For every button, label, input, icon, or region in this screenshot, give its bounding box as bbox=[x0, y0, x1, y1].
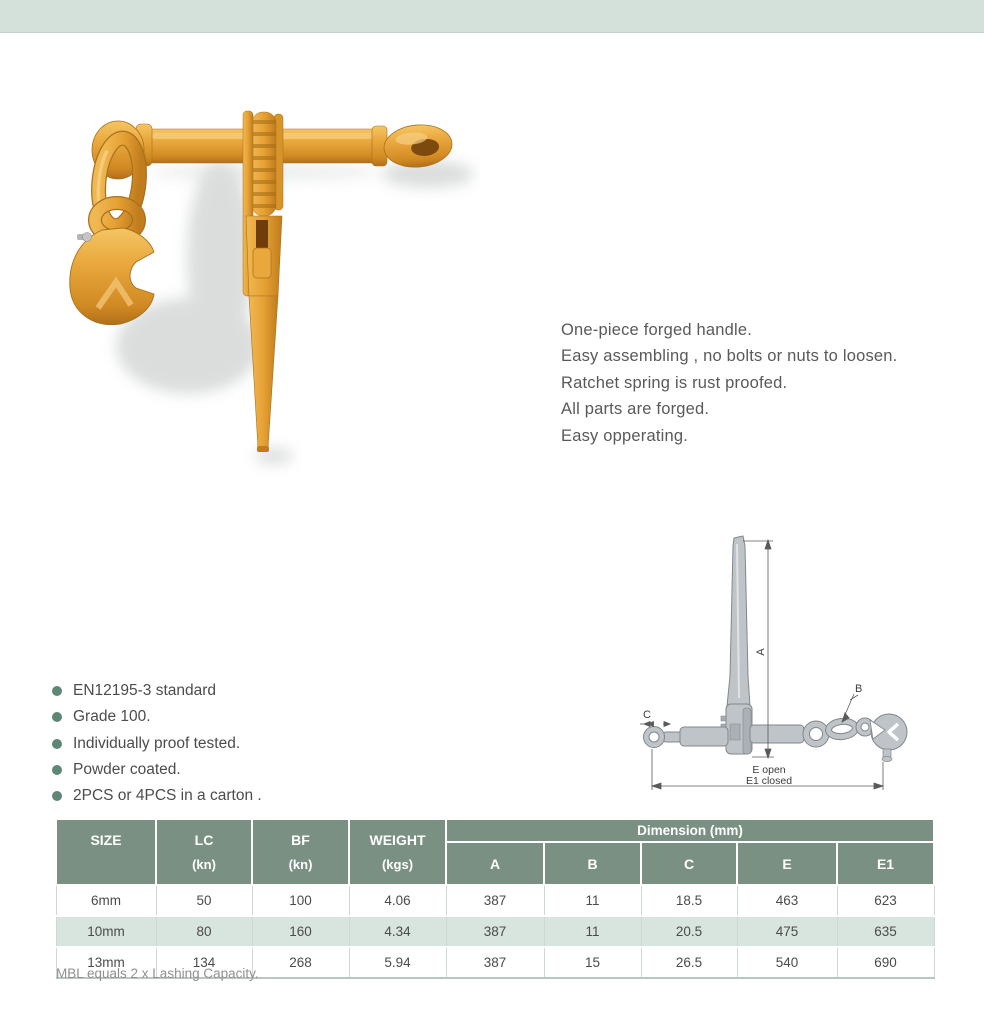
cell-a: 387 bbox=[446, 916, 544, 947]
col-header-bf bbox=[252, 819, 349, 885]
bullet-text: Grade 100. bbox=[73, 708, 151, 726]
dimension-diagram bbox=[640, 528, 940, 796]
cell-e1: 623 bbox=[837, 885, 934, 916]
cell-e1: 635 bbox=[837, 916, 934, 947]
dim-label-e1-closed: E1 closed bbox=[745, 775, 793, 787]
cell-e: 540 bbox=[737, 947, 837, 978]
cell-bf: 100 bbox=[252, 885, 349, 916]
feature-line: All parts are forged. bbox=[561, 400, 710, 419]
cell-e: 475 bbox=[737, 916, 837, 947]
cell-c: 20.5 bbox=[641, 916, 737, 947]
header-label: LC bbox=[194, 832, 214, 848]
feature-line: Ratchet spring is rust proofed. bbox=[561, 373, 788, 392]
dim-label-e-open: E open bbox=[752, 764, 786, 776]
bullet-text: 2PCS or 4PCS in a carton . bbox=[73, 787, 262, 805]
col-header-dim-e: E bbox=[737, 842, 837, 885]
cell-b: 11 bbox=[544, 885, 641, 916]
list-item bbox=[52, 704, 262, 730]
col-header-dim-c: C bbox=[641, 842, 737, 885]
cell-b: 15 bbox=[544, 947, 641, 978]
ratchet-mechanism bbox=[243, 111, 283, 296]
list-item bbox=[52, 757, 262, 783]
cell-weight: 5.94 bbox=[349, 947, 446, 978]
bullet-list bbox=[52, 678, 262, 809]
table-footnote: MBL equals 2 x Lashing Capacity. bbox=[56, 966, 259, 981]
cell-lc: 80 bbox=[156, 916, 252, 947]
cell-lc: 50 bbox=[156, 885, 252, 916]
cell-lc: 134 bbox=[156, 947, 252, 978]
feature-list bbox=[561, 317, 897, 449]
header-label: SIZE bbox=[90, 832, 122, 848]
cell-size: 13mm bbox=[56, 947, 156, 978]
header-unit: (kn) bbox=[288, 857, 313, 872]
col-header-lc bbox=[156, 819, 252, 885]
bullet-dot-icon bbox=[52, 712, 62, 722]
product-photo bbox=[60, 98, 480, 488]
cell-weight: 4.34 bbox=[349, 916, 446, 947]
header-unit: (kn) bbox=[192, 857, 216, 872]
photo-shadow bbox=[116, 160, 474, 464]
col-header-weight bbox=[349, 819, 446, 885]
cell-e1: 690 bbox=[837, 947, 934, 978]
col-header-dim-a: A bbox=[446, 842, 544, 885]
top-accent-bar bbox=[0, 0, 984, 33]
bullet-dot-icon bbox=[52, 739, 62, 749]
dim-label-b: B bbox=[855, 683, 863, 695]
dim-label-a: A bbox=[755, 648, 767, 656]
col-header-dim-b: B bbox=[544, 842, 641, 885]
cell-size: 6mm bbox=[56, 885, 156, 916]
cell-weight: 4.06 bbox=[349, 885, 446, 916]
dim-label-c: C bbox=[643, 709, 651, 721]
bullet-dot-icon bbox=[52, 791, 62, 801]
col-header-dimension: Dimension (mm) bbox=[446, 819, 934, 842]
col-header-dim-e1: E1 bbox=[837, 842, 934, 885]
diagram-barrel bbox=[680, 727, 728, 746]
cell-bf: 160 bbox=[252, 916, 349, 947]
bullet-dot-icon bbox=[52, 765, 62, 775]
binder-handle bbox=[249, 296, 278, 452]
feature-line: Easy assembling , no bolts or nuts to loosen. bbox=[561, 347, 898, 366]
cell-e: 463 bbox=[737, 885, 837, 916]
cell-b: 11 bbox=[544, 916, 641, 947]
cell-a: 387 bbox=[446, 885, 544, 916]
bullet-text: Powder coated. bbox=[73, 761, 181, 779]
spec-table bbox=[55, 818, 935, 979]
header-label: BF bbox=[291, 832, 310, 848]
header-label: WEIGHT bbox=[369, 832, 426, 848]
cell-c: 18.5 bbox=[641, 885, 737, 916]
bullet-text: EN12195-3 standard bbox=[73, 682, 217, 700]
bullet-text: Individually proof tested. bbox=[73, 734, 241, 752]
feature-line: Easy opperating. bbox=[561, 426, 689, 445]
header-unit: (kgs) bbox=[381, 857, 414, 872]
cell-size: 10mm bbox=[56, 916, 156, 947]
bullet-dot-icon bbox=[52, 686, 62, 696]
cell-bf: 268 bbox=[252, 947, 349, 978]
table-row bbox=[56, 885, 934, 916]
table-row bbox=[56, 916, 934, 947]
feature-line: One-piece forged handle. bbox=[561, 321, 753, 339]
list-item bbox=[52, 731, 262, 757]
cell-c: 26.5 bbox=[641, 947, 737, 978]
list-item bbox=[52, 678, 262, 704]
cell-a: 387 bbox=[446, 947, 544, 978]
col-header-size bbox=[56, 819, 156, 885]
list-item bbox=[52, 783, 262, 809]
